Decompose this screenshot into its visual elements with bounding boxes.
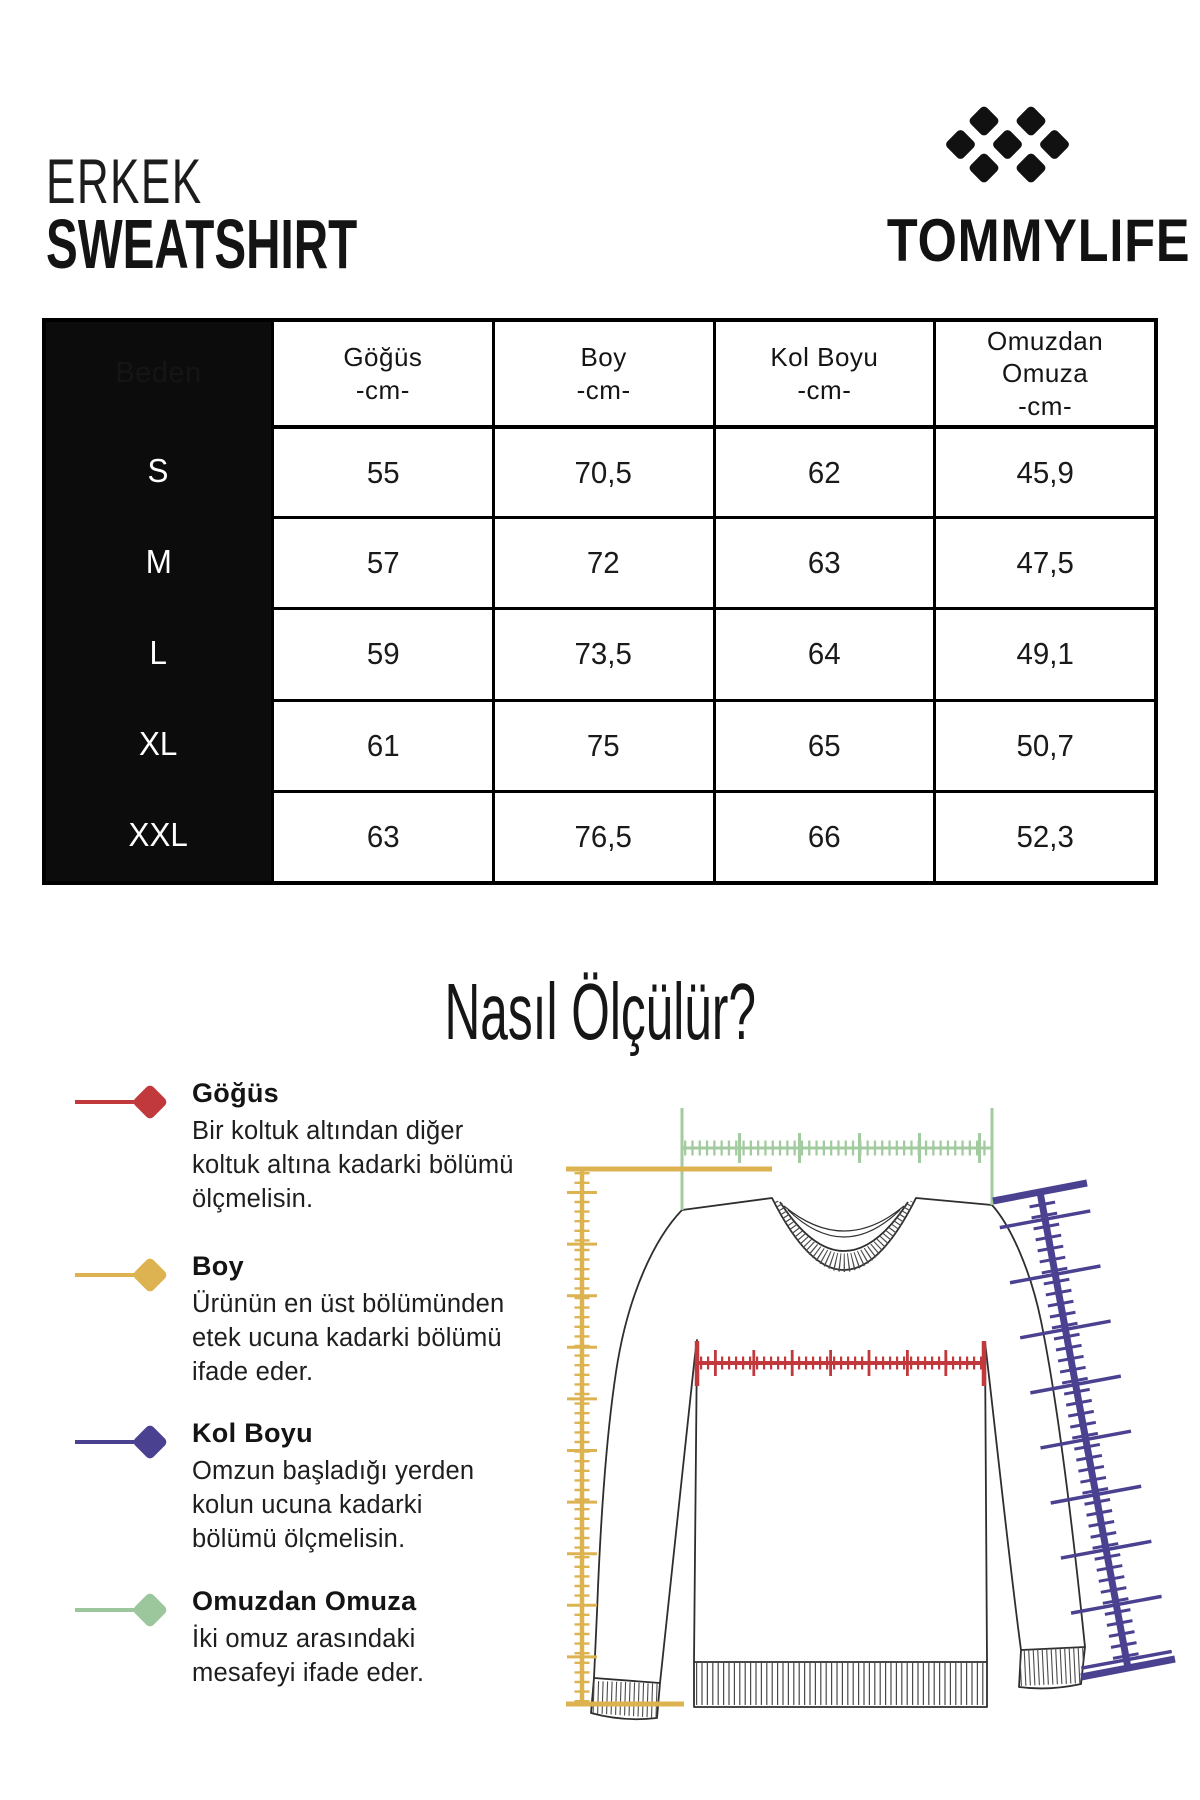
sweatshirt-outline — [591, 1198, 1085, 1719]
legend-text: İki omuz arasındaki — [192, 1625, 416, 1653]
table-cell: 75 — [492, 699, 713, 790]
table-cell: 45,9 — [933, 425, 1154, 516]
legend-label: Göğüs — [192, 1078, 279, 1108]
legend-item-length — [75, 1251, 505, 1389]
legend-label: Kol Boyu — [192, 1418, 313, 1448]
legend-text: Omzun başladığı yerden — [192, 1457, 475, 1485]
legend-text: ifade eder. — [192, 1358, 314, 1386]
table-row-size-label: M — [46, 516, 271, 607]
table-row-size-label: S — [46, 425, 271, 516]
table-cell: 72 — [492, 516, 713, 607]
legend-text: mesafeyi ifade eder. — [192, 1659, 425, 1687]
legend-text: koltuk altına kadarki bölümü — [192, 1151, 514, 1179]
table-header-size: Beden — [46, 322, 271, 425]
table-cell: 49,1 — [933, 607, 1154, 698]
legend-text: Bir koltuk altından diğer — [192, 1117, 464, 1145]
table-row-size-label: XXL — [46, 790, 271, 881]
brand-name: TOMMYLIFE — [886, 207, 1191, 274]
shoulder-ruler — [682, 1108, 992, 1210]
section-title: Nasıl Ölçülür? — [444, 967, 756, 1056]
brand-logo — [858, 88, 1191, 275]
table-cell: 47,5 — [933, 516, 1154, 607]
legend-text: bölümü ölçmelisin. — [192, 1525, 406, 1553]
sweatshirt-measurement-diagram — [460, 1040, 1180, 1760]
legend-text: kolun ucuna kadarki — [192, 1491, 423, 1519]
legend-item-chest — [75, 1078, 514, 1216]
table-cell: 59 — [271, 607, 492, 698]
size-table — [42, 318, 1158, 885]
legend-text: ölçmelisin. — [192, 1185, 314, 1213]
table-cell: 76,5 — [492, 790, 713, 881]
legend-item-sleeve — [75, 1418, 495, 1556]
legend-text: Ürünün en üst bölümünden — [192, 1290, 505, 1318]
legend-text: etek ucuna kadarki bölümü — [192, 1324, 502, 1352]
length-diamond-icon — [75, 1253, 179, 1297]
legend-label: Boy — [192, 1251, 244, 1281]
table-cell: 57 — [271, 516, 492, 607]
legend-item-shoulder — [75, 1586, 495, 1690]
table-cell: 64 — [713, 607, 934, 698]
category-title: ERKEK — [46, 147, 203, 217]
table-cell: 52,3 — [933, 790, 1154, 881]
chest-diamond-icon — [75, 1080, 179, 1124]
table-cell: 73,5 — [492, 607, 713, 698]
table-cell: 65 — [713, 699, 934, 790]
product-title: SWEATSHIRT — [46, 205, 358, 283]
legend-label: Omuzdan Omuza — [192, 1586, 417, 1616]
table-cell: 50,7 — [933, 699, 1154, 790]
table-cell: 62 — [713, 425, 934, 516]
shoulder-diamond-icon — [75, 1588, 179, 1632]
table-header-shoulder: Omuzdan Omuza -cm- — [933, 322, 1154, 425]
table-cell: 66 — [713, 790, 934, 881]
sleeve-diamond-icon — [75, 1420, 179, 1464]
table-cell: 55 — [271, 425, 492, 516]
table-header-sleeve: Kol Boyu -cm- — [713, 322, 934, 425]
diamond-logo-icon — [946, 88, 1070, 200]
table-header-chest: Göğüs -cm- — [271, 322, 492, 425]
table-row-size-label: L — [46, 607, 271, 698]
table-cell: 63 — [271, 790, 492, 881]
table-cell: 70,5 — [492, 425, 713, 516]
table-header-length: Boy -cm- — [492, 322, 713, 425]
table-cell: 63 — [713, 516, 934, 607]
table-row-size-label: XL — [46, 699, 271, 790]
table-cell: 61 — [271, 699, 492, 790]
